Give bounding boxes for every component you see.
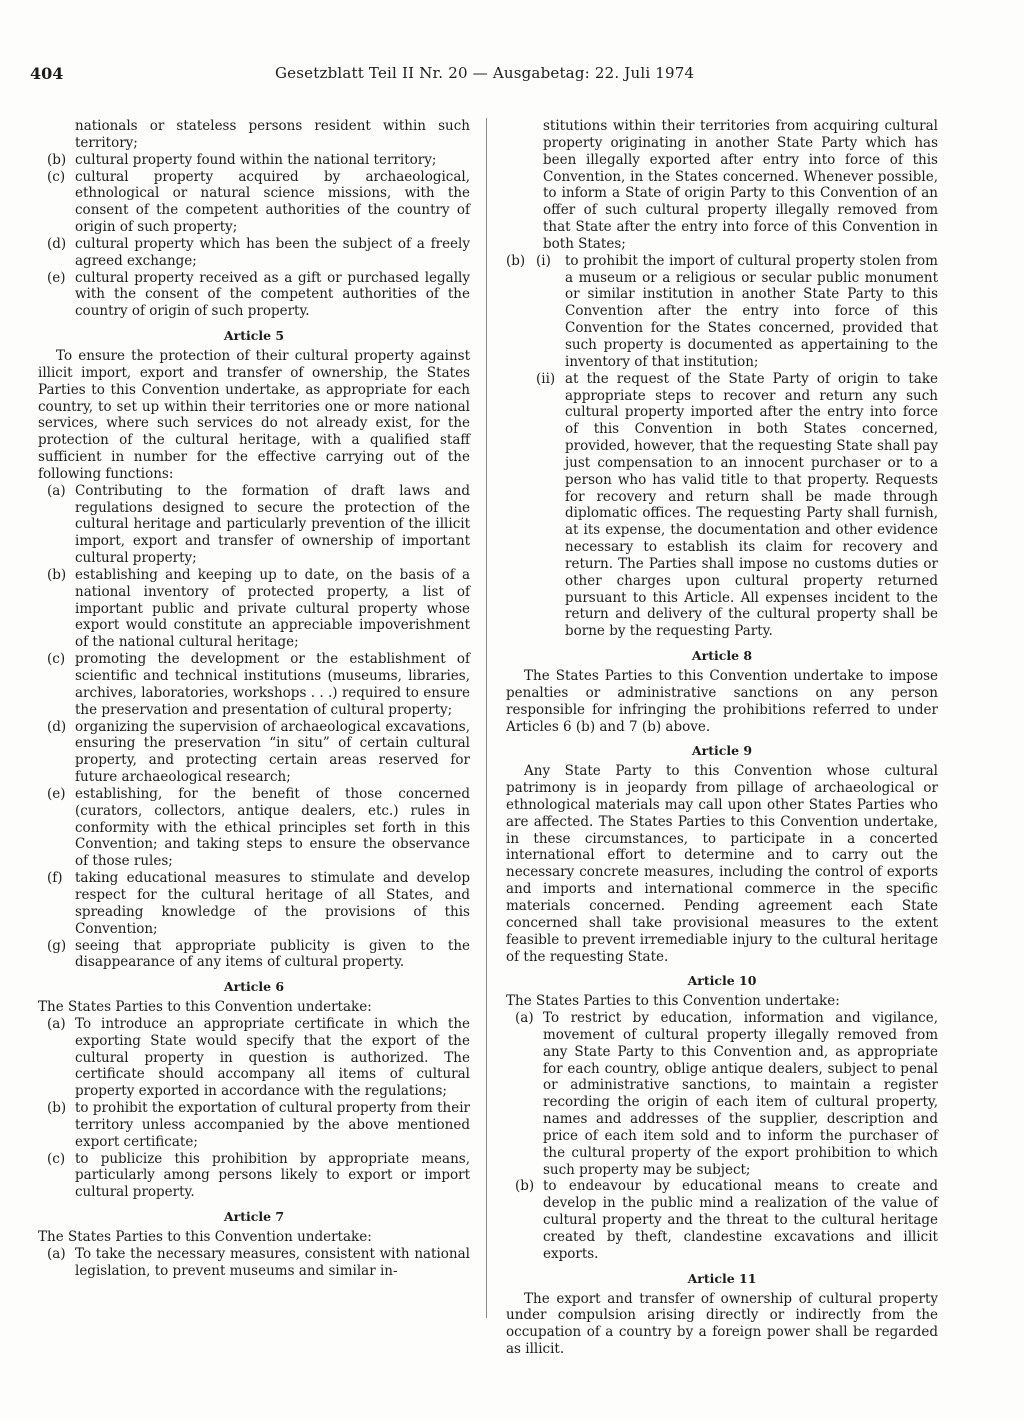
- list-item: [38, 786, 470, 870]
- article-6-heading: Article 6: [223, 979, 285, 995]
- item-label: (a): [47, 1015, 66, 1032]
- item-label: (a): [515, 1010, 534, 1027]
- item-label: (c): [47, 1150, 66, 1167]
- item-text: cultural property received as a gift or purchased legally with the consent of the competent authorities of the country of origin of such property.: [75, 269, 470, 320]
- article-9-heading: Article 9: [691, 743, 753, 759]
- item-label: (c): [47, 168, 66, 185]
- article-11-text: The export and transfer of ownership of cultural property under compulsion arising directly or indirectly from the occupation of a country by a foreign power shall be regarded as illicit.: [506, 1290, 938, 1358]
- item-label: (a): [47, 482, 66, 499]
- sub-item: [506, 371, 938, 641]
- list-item: [38, 1016, 470, 1100]
- item-text: establishing and keeping up to date, on the basis of a national inventory of protected property, a list of important public and private cultural property whose export would constitute an appreciable impoverishment of the national cultural heritage;: [75, 566, 470, 651]
- column-divider: [486, 118, 487, 1318]
- item-text: promoting the development or the establishment of scientific and technical institutions (museums, libraries, archives, laboratories, workshops . . .) required to ensure the preservation and presentation of cultural property;: [75, 651, 470, 718]
- item-text: to prohibit the import of cultural property stolen from a museum or a religious or secular public monument or similar institution in another State Party to this Convention after the entry into force of this Convention for the States concerned, provided that such property is documented as appertaining to the inventory of that institution;: [565, 252, 938, 370]
- item-text: Contributing to the formation of draft laws and regulations designed to secure the protection of the cultural heritage and particularly prevention of the illicit import, export and transfer of ownership of important cultural property;: [75, 482, 470, 567]
- item-label: (f): [47, 870, 63, 887]
- list-item: [506, 1010, 938, 1178]
- article-9-text: Any State Party to this Convention whose cultural patrimony is in jeopardy from pillage of archaeological or ethnological materials may call upon other States Parties who are affected. The States Parties to this Convention undertake, in these circumstances, to participate in a concerted international effort to determine and to carry out the necessary concrete measures, including the control of exports and imports and international commerce in the specific materials concerned. Pending agreement each State concerned shall take provisional measures to the extent feasible to prevent irremediable injury to the cultural heritage of the requesting State.: [506, 763, 938, 965]
- continued-paragraph: stitutions within their territories from acquiring cultural property originating in another State Party which has been illegally exported after entry into force of this Convention, in the States concerned. Whenever possible, to inform a State of origin Party to this Convention of an offer of such cultural property illegally removed from that State after the entry into force of this Convention in both States;: [543, 118, 938, 252]
- item-text: to prohibit the exportation of cultural property from their territory unless accompanied by the above mentioned export certificate;: [75, 1100, 470, 1150]
- item-label: (e): [47, 269, 66, 286]
- item-label: (c): [47, 651, 66, 668]
- item-label: (a): [47, 1245, 66, 1262]
- item-text: To take the necessary measures, consistent with national legislation, to prevent museums and similar in-: [75, 1245, 470, 1279]
- item-label: (b): [47, 151, 67, 168]
- list-item: [38, 1151, 470, 1202]
- item-label: (g): [47, 937, 67, 954]
- left-column: [38, 118, 470, 1280]
- article-10-heading: Article 10: [687, 973, 757, 989]
- item-label: (b): [515, 1178, 535, 1195]
- article-8-heading: Article 8: [691, 648, 753, 664]
- list-item: [38, 483, 470, 567]
- item-text: establishing, for the benefit of those concerned (curators, collectors, antique dealers, etc.) rules in conformity with the ethical principles set forth in this Convention; and taking steps to ensure the observance of those rules;: [75, 785, 470, 870]
- list-item: [38, 152, 470, 169]
- sub-item-label: (i): [536, 252, 551, 269]
- sub-item-label: (ii): [536, 370, 556, 387]
- list-item: [38, 870, 470, 937]
- article-5-heading: Article 5: [223, 328, 285, 344]
- list-item: [38, 236, 470, 270]
- right-column: [506, 118, 938, 1358]
- item-text: To restrict by education, information and vigilance, movement of cultural property illegally removed from any State Party to this Convention and, as appropriate for each country, oblige antique dealers, subject to penal or administrative sanctions, to maintain a register recording the origin of each item of cultural property, names and addresses of the supplier, description and price of each item sold and to inform the purchaser of the cultural property of the export prohibition to which such property may be subject;: [543, 1010, 938, 1178]
- article-11-heading: Article 11: [687, 1270, 757, 1286]
- item-text: To introduce an appropriate certificate in which the exporting State would specify that the export of the cultural property in question is authorized. The certificate should accompany all items of cultural property exported in accordance with the regulations;: [75, 1015, 470, 1100]
- sub-item: [506, 253, 938, 371]
- item-text: organizing the supervision of archaeological excavations, ensuring the preservation “in situ” of certain cultural property, and protecting certain areas reserved for future archaeological research;: [75, 718, 470, 786]
- continued-paragraph: nationals or stateless persons resident within such territory;: [75, 118, 470, 151]
- item-text: taking educational measures to stimulate and develop respect for the cultural heritage of all States, and spreading knowledge of the provisions of this Convention;: [75, 870, 470, 937]
- item-text: cultural property acquired by archaeological, ethnological or natural science missions, with the consent of the competent authorities of the country of origin of such property;: [75, 168, 470, 236]
- item-label: (d): [47, 235, 67, 252]
- article-7-heading: Article 7: [223, 1209, 285, 1225]
- article-8-text: The States Parties to this Convention undertake to impose penalties or administrative sanctions on any person responsible for infringing the prohibitions referred to under Articles 6 (b) and 7 (b) above.: [506, 668, 938, 735]
- item-text: cultural property which has been the subject of a freely agreed exchange;: [75, 235, 470, 269]
- item-label: (d): [47, 718, 67, 735]
- list-item: [38, 1246, 470, 1280]
- item-label: (b): [506, 252, 526, 269]
- page-header: [0, 60, 1024, 88]
- item-text: at the request of the State Party of origin to take appropriate steps to recover and return any such cultural property imported after the entry into force of this Convention in both States concerned, provided, however, that the requesting State shall pay just compensation to an innocent purchaser or to a person who has valid title to that property. Requests for recovery and return shall be made through diplomatic offices. The requesting Party shall furnish, at its expense, the documentation and other evidence necessary to establish its claim for recovery and return. The Parties shall impose no customs duties or other charges upon cultural property returned pursuant to this Article. All expenses incident to the return and delivery of the cultural property shall be borne by the requesting Party.: [565, 370, 938, 640]
- list-item: [38, 719, 470, 786]
- article-7-intro: The States Parties to this Convention undertake:: [38, 1229, 372, 1245]
- list-item: [38, 938, 470, 972]
- list-item: [38, 270, 470, 321]
- item-label: (b): [47, 566, 67, 583]
- list-item: [38, 567, 470, 651]
- item-text: to publicize this prohibition by appropriate means, particularly among persons likely to export or import cultural property.: [75, 1150, 470, 1201]
- article-6-intro: The States Parties to this Convention undertake:: [38, 999, 372, 1016]
- item-label: (e): [47, 785, 66, 802]
- item-text: to endeavour by educational means to create and develop in the public mind a realization of the value of cultural property and the threat to the cultural heritage created by theft, clandestine excavations and illicit exports.: [543, 1178, 938, 1262]
- list-item: [38, 1100, 470, 1151]
- article-10-intro: The States Parties to this Convention undertake:: [506, 993, 840, 1010]
- list-item: [506, 1178, 938, 1262]
- item-text: cultural property found within the national territory;: [75, 151, 437, 168]
- list-item: [38, 169, 470, 236]
- item-text: seeing that appropriate publicity is given to the disappearance of any items of cultural property.: [75, 937, 470, 971]
- running-title: Gesetzblatt Teil II Nr. 20 — Ausgabetag: 22. Juli 1974: [275, 64, 695, 82]
- list-item: [38, 651, 470, 718]
- page-number: 404: [30, 64, 64, 83]
- item-label: (b): [47, 1100, 67, 1117]
- article-5-intro: To ensure the protection of their cultural property against illicit import, export and transfer of ownership, the States Parties to this Convention undertake, as appropriate for each country, to set up within their territories one or more national services, where such services do not already exist, for the protection of the cultural heritage, with a qualified staff sufficient in number for the effective carrying out of the following functions:: [38, 347, 470, 482]
